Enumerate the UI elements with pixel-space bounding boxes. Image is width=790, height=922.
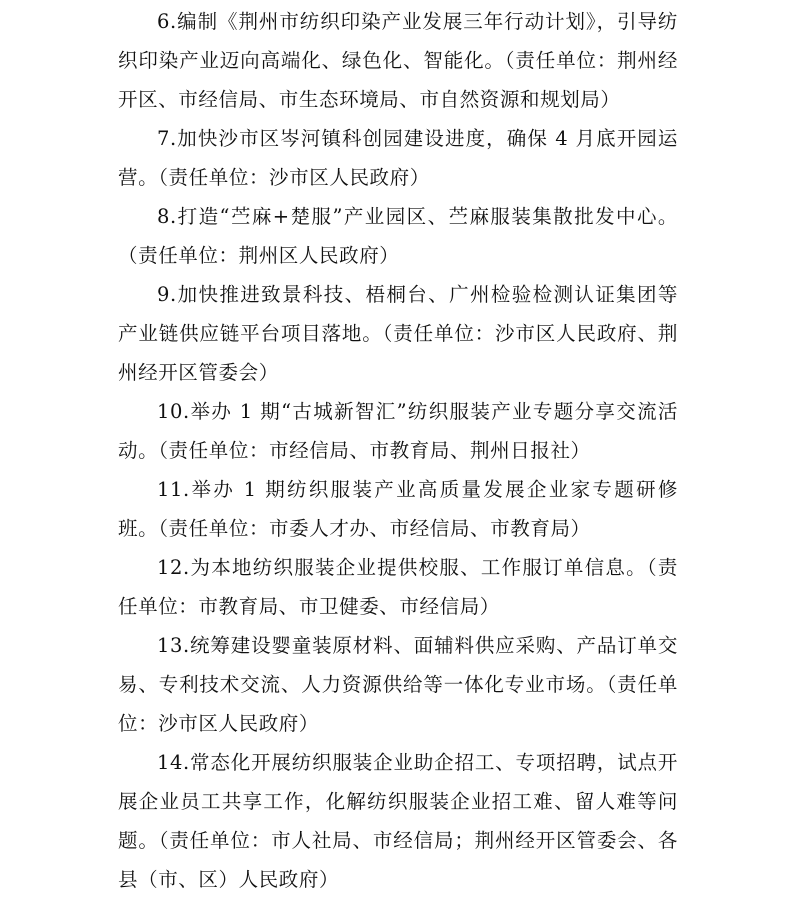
item-number: 11.	[157, 478, 190, 501]
item-text: 常态化开展纺织服装企业助企招工、专项招聘，试点开展企业员工共享工作，化解纺织服装企业招工难、留人难等问题。（责任单位：市人社局、市经信局；荆州经开区管委会、各县（市、区）人民政府）	[118, 751, 678, 891]
item-text: 举办 1 期纺织服装产业高质量发展企业家专题研修班。（责任单位：市委人才办、市经信局、市教育局）	[118, 478, 678, 540]
item-number: 6.	[157, 10, 177, 33]
item-text: 为本地纺织服装企业提供校服、工作服订单信息。（责任单位：市教育局、市卫健委、市经信局）	[118, 556, 678, 618]
item-number: 7.	[157, 127, 177, 150]
item-number: 14.	[157, 751, 190, 774]
list-item	[118, 275, 678, 392]
item-text: 举办 1 期“古城新智汇”纺织服装产业专题分享交流活动。（责任单位：市经信局、市教育局、荆州日报社）	[118, 400, 678, 462]
list-item	[118, 743, 678, 899]
item-text: 统筹建设婴童装原材料、面辅料供应采购、产品订单交易、专利技术交流、人力资源供给等一体化专业市场。（责任单位：沙市区人民政府）	[118, 634, 678, 735]
item-text: 打造“苎麻+楚服”产业园区、苎麻服装集散批发中心。（责任单位：荆州区人民政府）	[118, 205, 678, 267]
list-item	[118, 470, 678, 548]
item-number: 9.	[157, 283, 177, 306]
list-item	[118, 392, 678, 470]
item-text: 编制《荆州市纺织印染产业发展三年行动计划》，引导纺织印染产业迈向高端化、绿色化、智能化。（责任单位：荆州经开区、市经信局、市生态环境局、市自然资源和规划局）	[118, 10, 678, 111]
document-page	[118, 0, 678, 899]
item-text: 加快沙市区岑河镇科创园建设进度，确保 4 月底开园运营。（责任单位：沙市区人民政府）	[118, 127, 678, 189]
list-item	[118, 119, 678, 197]
list-item	[118, 548, 678, 626]
item-number: 10.	[157, 400, 190, 423]
item-text: 加快推进致景科技、梧桐台、广州检验检测认证集团等产业链供应链平台项目落地。（责任单位：沙市区人民政府、荆州经开区管委会）	[118, 283, 678, 384]
list-item	[118, 2, 678, 119]
list-item	[118, 626, 678, 743]
item-number: 12.	[157, 556, 190, 579]
item-number: 8.	[157, 205, 177, 228]
item-number: 13.	[157, 634, 190, 657]
list-item	[118, 197, 678, 275]
